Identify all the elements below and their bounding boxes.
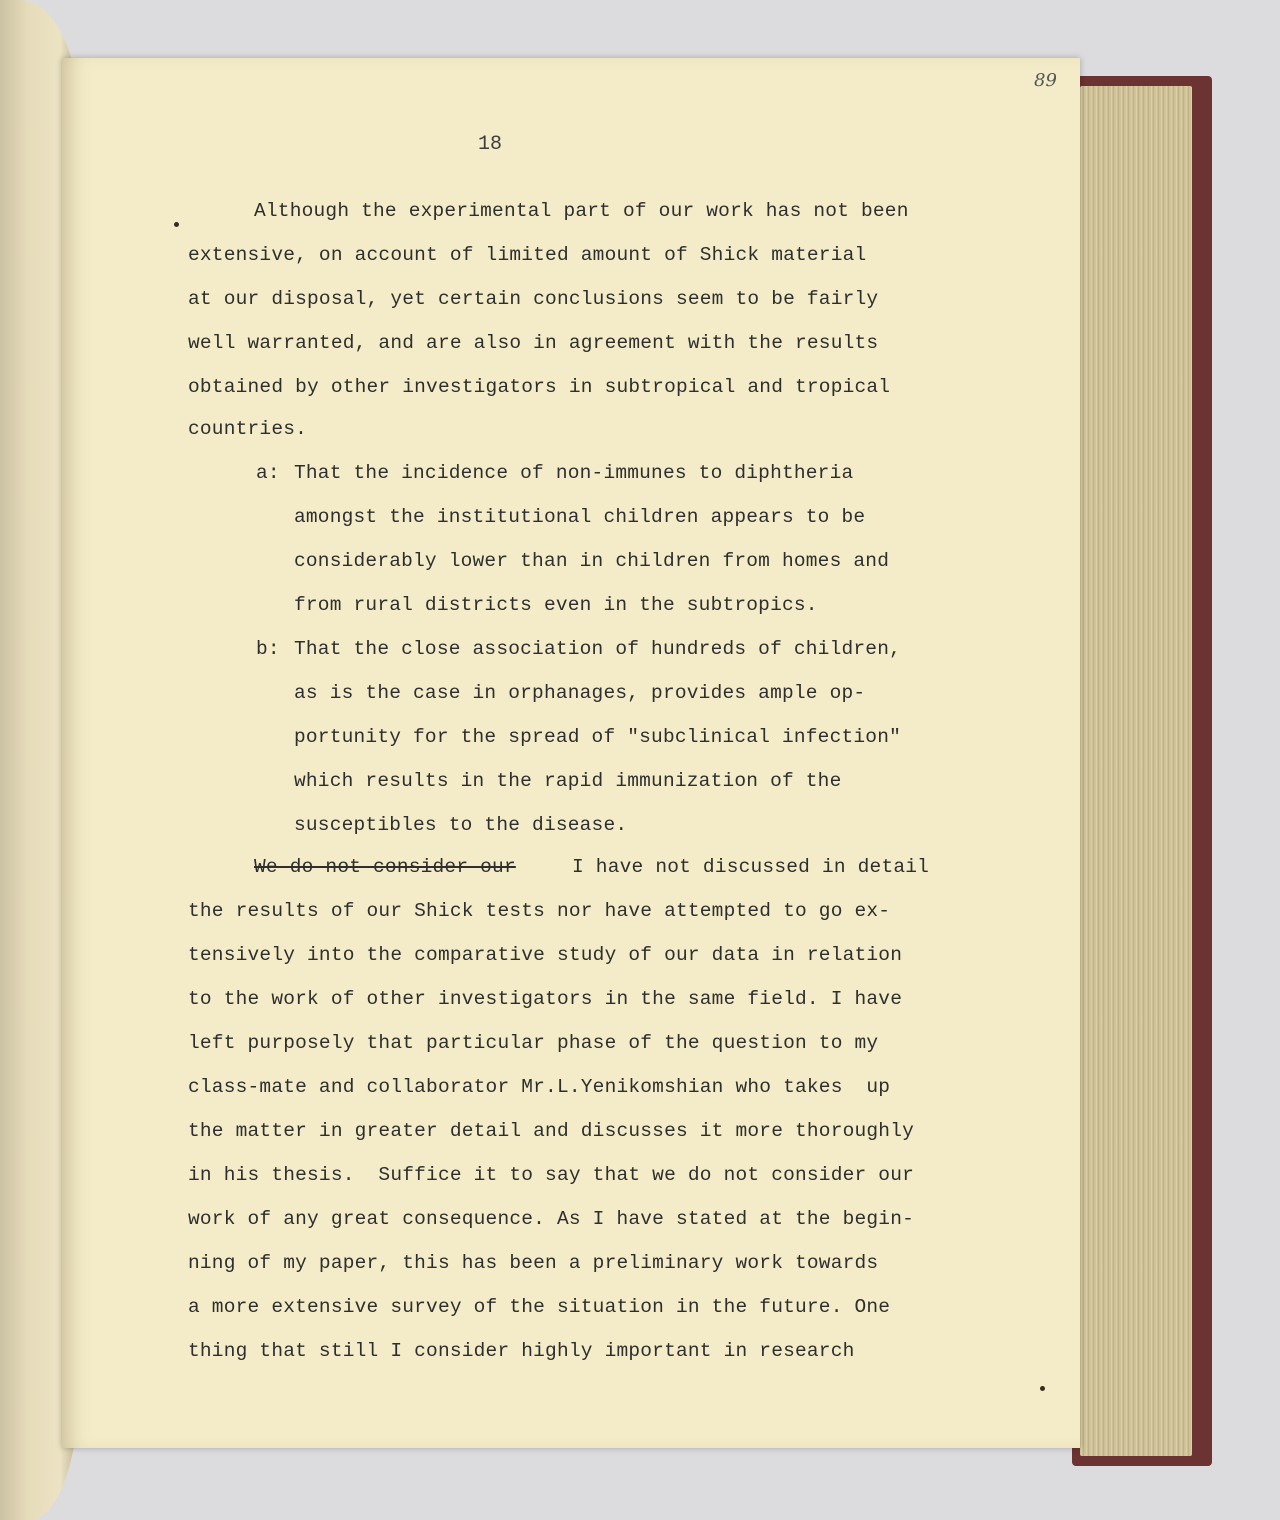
paragraph2-line: class-mate and collaborator Mr.L.Yenikomshian who takes up: [188, 1076, 891, 1098]
paragraph2-line: thing that still I consider highly important in research: [188, 1340, 855, 1362]
item-b-line: as is the case in orphanages, provides ample op-: [294, 682, 866, 704]
paragraph1-line: countries.: [188, 418, 308, 440]
paragraph1-line: extensive, on account of limited amount of Shick material: [188, 244, 867, 266]
paragraph1-line: well warranted, and are also in agreement with the results: [188, 332, 879, 354]
paragraph2-first-line: I have not discussed in detail: [572, 856, 930, 878]
item-b-line: which results in the rapid immunization of the: [294, 770, 842, 792]
document-page: [62, 58, 1080, 1448]
item-b-marker: b:: [256, 638, 280, 660]
book-page-edges: [1080, 86, 1192, 1456]
ink-speck: [174, 222, 179, 227]
paragraph2-line: tensively into the comparative study of our data in relation: [188, 944, 903, 966]
paragraph1-line: Although the experimental part of our work has not been: [254, 200, 909, 222]
item-a-marker: a:: [256, 462, 280, 484]
item-b-line: portunity for the spread of "subclinical infection": [294, 726, 901, 748]
paragraph2-line: a more extensive survey of the situation in the future. One: [188, 1296, 891, 1318]
paragraph2-line: to the work of other investigators in the same field. I have: [188, 988, 903, 1010]
paragraph2-line: ning of my paper, this has been a preliminary work towards: [188, 1252, 879, 1274]
item-a-line: That the incidence of non-immunes to diphtheria: [294, 462, 854, 484]
paragraph2-line: in his thesis. Suffice it to say that we do not consider our: [188, 1164, 915, 1186]
paragraph2-line: left purposely that particular phase of the question to my: [188, 1032, 879, 1054]
paragraph1-line: at our disposal, yet certain conclusions seem to be fairly: [188, 288, 879, 310]
ink-speck: [1040, 1386, 1045, 1391]
item-b-line: That the close association of hundreds of children,: [294, 638, 901, 660]
item-a-line: from rural districts even in the subtropics.: [294, 594, 818, 616]
paragraph2-line: the matter in greater detail and discusses it more thoroughly: [188, 1120, 915, 1142]
item-b-line: susceptibles to the disease.: [294, 814, 628, 836]
item-a-line: amongst the institutional children appears to be: [294, 506, 866, 528]
paragraph2-line: work of any great consequence. As I have stated at the begin-: [188, 1208, 915, 1230]
paragraph1-line: obtained by other investigators in subtropical and tropical: [188, 376, 891, 398]
folio-number: 89: [1034, 70, 1057, 91]
struck-out-text: We do not consider our: [254, 856, 516, 878]
paragraph2-line: the results of our Shick tests nor have attempted to go ex-: [188, 900, 891, 922]
page-number: 18: [478, 133, 503, 156]
item-a-line: considerably lower than in children from homes and: [294, 550, 890, 572]
